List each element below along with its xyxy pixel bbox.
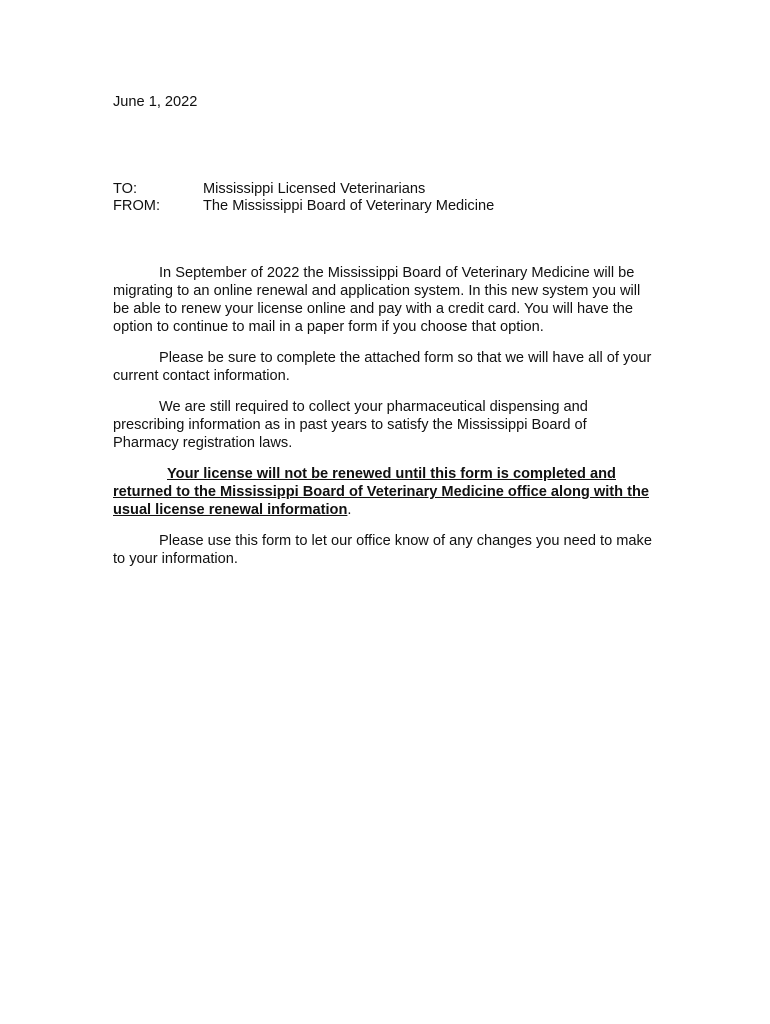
memo-to-label: TO: (113, 181, 138, 197)
paragraph-complete-form: Please be sure to complete the attached form so that we will have all of your current contact information. (113, 350, 652, 384)
memo-from-row (113, 197, 673, 215)
paragraph-changes: Please use this form to let our office know of any changes you need to make to your information. (113, 533, 652, 567)
renewal-notice-emphasis: Your license will not be renewed until this form is completed and returned to the Mississippi Board of Veterinary Medicine office along with the usual license renewal information (113, 466, 649, 518)
letter-date: June 1, 2022 (113, 94, 198, 110)
renewal-notice-period: . (347, 502, 352, 518)
memo-from-label: FROM: (113, 198, 161, 214)
paragraph-online-migration: In September of 2022 the Mississippi Board of Veterinary Medicine will be migrating to an online renewal and application system. In this new system you will be able to renew your license online and pay with a credit card. You will have the option to continue to mail in a paper form if you choose that option. (113, 265, 641, 335)
paragraph-renewal-notice (113, 465, 653, 519)
memo-to-value: Mississippi Licensed Veterinarians (203, 181, 426, 197)
letter-body (113, 264, 653, 581)
memo-from-value: The Mississippi Board of Veterinary Medicine (203, 198, 495, 214)
memo-to-row (113, 180, 673, 198)
paragraph-pharmacy-info: We are still required to collect your pharmaceutical dispensing and prescribing information as in past years to satisfy the Mississippi Board of Pharmacy registration laws. (113, 399, 588, 451)
